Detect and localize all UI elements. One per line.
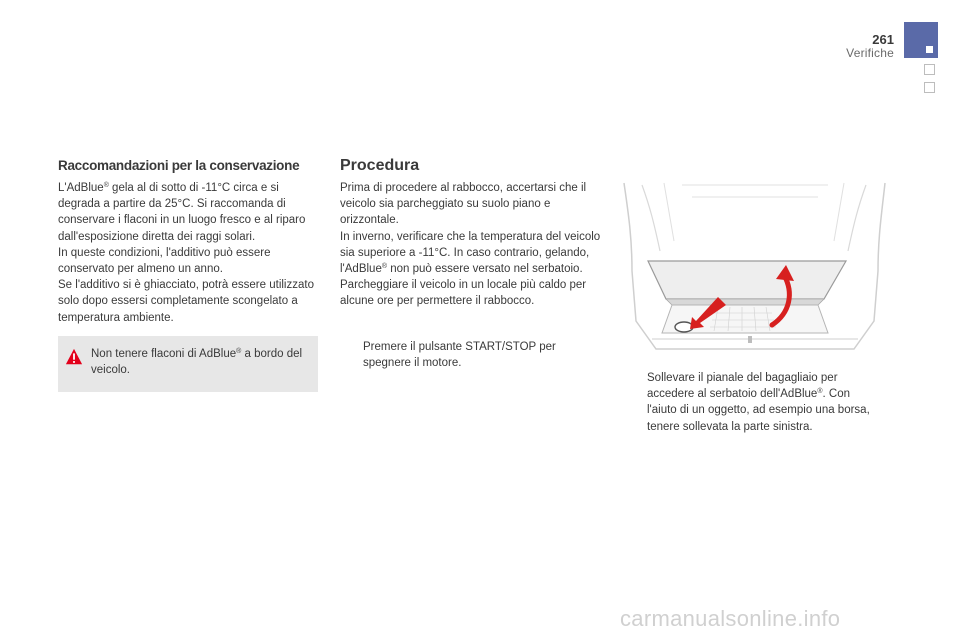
page-number: 261 [872, 32, 894, 47]
exclamation-triangle-icon [65, 348, 83, 366]
registered-mark: ® [381, 263, 388, 271]
registered-mark: ® [103, 182, 109, 189]
procedure-para-2-text: non può essere versato nel serbatoio. Parcheggiare il veicolo in un locale più caldo per alcune ore per permettere il rabbocco. [340, 263, 587, 308]
section-label: Verifiche [846, 46, 894, 60]
chapter-tab-box [924, 64, 935, 75]
procedure-heading: Procedura [340, 157, 420, 174]
warning-text-part: Non tenere flaconi di AdBlue [91, 348, 237, 360]
warning-text [91, 346, 311, 378]
step-1-text: Premere il pulsante START/STOP per spegnere il motore. [363, 341, 556, 370]
brand-text: L'AdBlue [58, 182, 104, 194]
step-1 [340, 339, 600, 373]
conservation-para-1-text: gela al di sotto di -11°C circa e si degrada a partire da 25°C. Si raccomanda di conservare i flaconi in un luogo fresco e al riparo dall'esposizione diretta dei raggi solari. [58, 182, 306, 243]
step-2 [624, 370, 886, 440]
step-2-text [647, 370, 877, 435]
conservation-text [58, 180, 318, 326]
conservation-para-1 [58, 180, 318, 245]
chapter-tab-box [924, 82, 935, 93]
conservation-para-3: Se l'additivo si è ghiacciato, potrà essere utilizzato solo dopo essersi completamente scongelato a temperatura ambiente. [58, 279, 314, 324]
step-2-text-part: . Con l'aiuto di un oggetto, ad esempio una borsa, tenere sollevata la parte sinistra. [647, 388, 870, 433]
procedure-text [340, 180, 602, 310]
watermark: carmanualsonline.info [620, 606, 841, 631]
procedure-para-1: Prima di procedere al rabbocco, accertarsi che il veicolo sia parcheggiato su suolo piano e orizzontale. [340, 182, 587, 227]
conservation-heading: Raccomandazioni per la conservazione [58, 158, 300, 173]
trunk-floor-illustration [622, 181, 887, 353]
chapter-tab-active [904, 22, 938, 58]
warning-text-part: a bordo del veicolo. [91, 348, 303, 377]
step-2-text-part: Sollevare il pianale del bagagliaio per accedere al serbatoio dell'AdBlue [647, 372, 838, 401]
procedure-para-2-text: In inverno, verificare che la temperatura del veicolo sia superiore a -11°C. In caso contrario, gelando, l'AdBlue [340, 230, 601, 276]
registered-mark: ® [236, 348, 242, 355]
tab-marker-icon [926, 46, 933, 53]
registered-mark: ® [817, 388, 823, 396]
conservation-para-2: In queste condizioni, l'additivo può essere conservato per almeno un anno. [58, 246, 271, 276]
procedure-para-2 [340, 229, 602, 310]
warning-box [58, 336, 318, 392]
